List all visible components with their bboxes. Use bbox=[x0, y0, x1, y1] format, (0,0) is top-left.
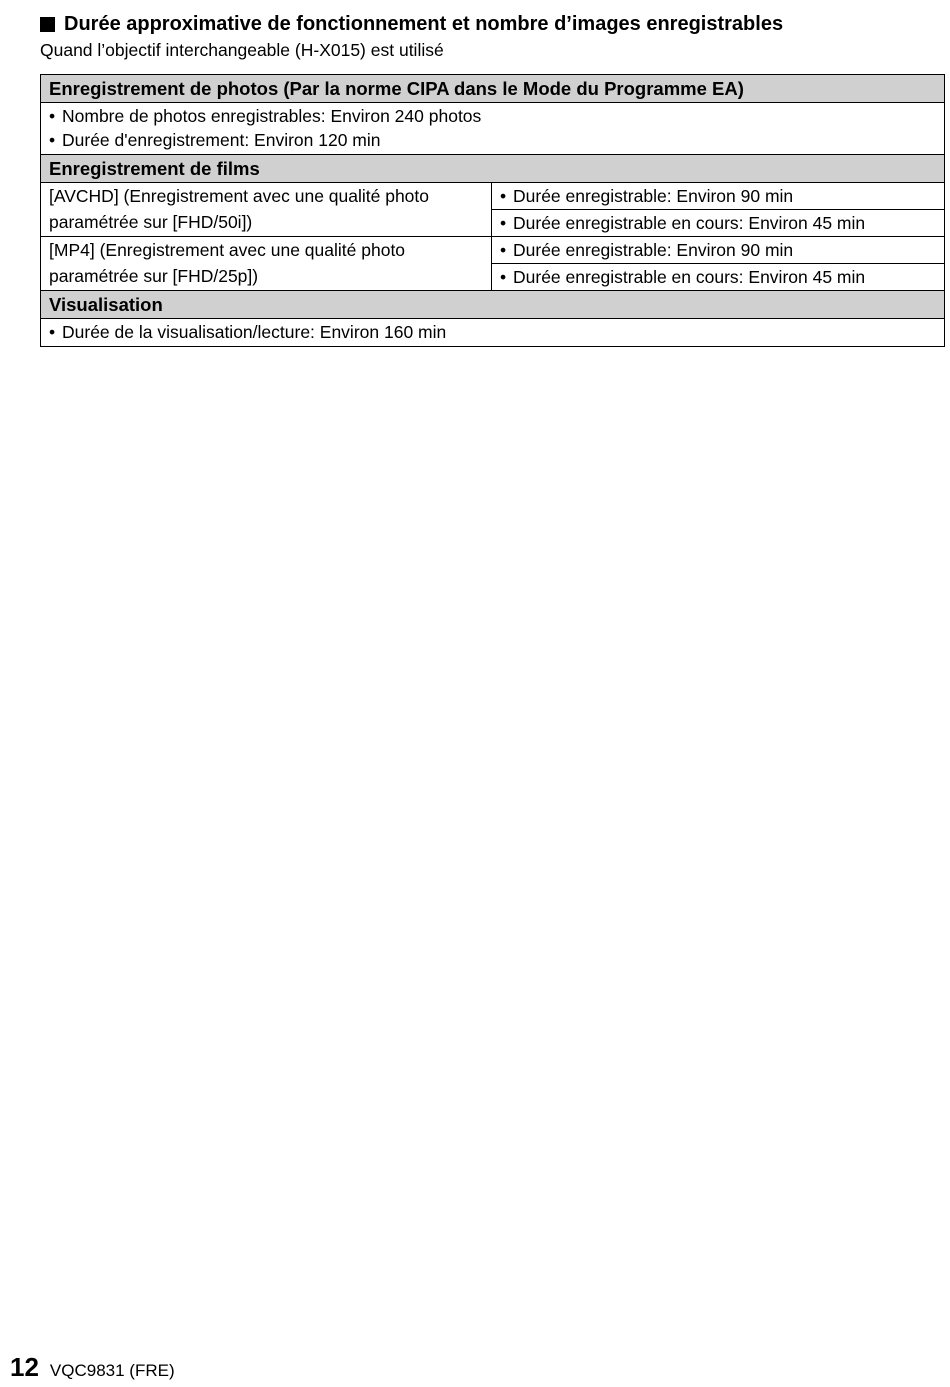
table-row bbox=[41, 103, 945, 155]
avchd-recordable-time bbox=[492, 183, 945, 210]
mp4-actual-time bbox=[492, 264, 945, 291]
document-code: VQC9831 (FRE) bbox=[49, 1361, 175, 1380]
films-header: Enregistrement de films bbox=[41, 155, 945, 183]
photos-duration-text: Durée d'enregistrement: Environ 120 min bbox=[62, 130, 381, 150]
recordable-time-text: Durée enregistrable: Environ 90 min bbox=[513, 186, 794, 206]
avchd-actual-time bbox=[492, 210, 945, 237]
bullet-icon: • bbox=[500, 267, 507, 287]
mode-label-line: [MP4] (Enregistrement avec une qualité photo bbox=[49, 240, 406, 260]
mp4-recordable-time bbox=[492, 237, 945, 264]
list-item bbox=[49, 320, 936, 344]
table-section-header bbox=[41, 155, 945, 183]
mp4-mode-label bbox=[41, 237, 492, 291]
bullet-icon: • bbox=[500, 213, 507, 233]
list-item bbox=[49, 104, 936, 128]
actual-time-text: Durée enregistrable en cours: Environ 45 min bbox=[513, 267, 866, 287]
table-section-header bbox=[41, 75, 945, 103]
list-item bbox=[49, 128, 936, 152]
table-row bbox=[41, 237, 945, 264]
mode-label-line: [AVCHD] (Enregistrement avec une qualité photo bbox=[49, 186, 430, 206]
page-footer bbox=[10, 1352, 175, 1383]
battery-spec-table bbox=[40, 74, 945, 347]
section-subtitle: Quand l’objectif interchangeable (H-X015) est utilisé bbox=[40, 40, 444, 60]
photos-header: Enregistrement de photos (Par la norme CIPA dans le Mode du Programme EA) bbox=[41, 75, 945, 103]
black-square-icon bbox=[40, 17, 55, 32]
bullet-icon: • bbox=[49, 106, 56, 126]
mode-label-line: paramétrée sur [FHD/25p]) bbox=[49, 266, 259, 286]
photos-count-text: Nombre de photos enregistrables: Environ 240 photos bbox=[62, 106, 482, 126]
table-section-header bbox=[41, 291, 945, 319]
table-row bbox=[41, 183, 945, 210]
avchd-mode-label bbox=[41, 183, 492, 237]
photos-items bbox=[41, 103, 945, 155]
bullet-icon: • bbox=[500, 186, 507, 206]
bullet-icon: • bbox=[49, 322, 56, 342]
section-title: Durée approximative de fonctionnement et nombre d’images enregistrables bbox=[64, 13, 784, 35]
bullet-icon: • bbox=[49, 130, 56, 150]
table-row bbox=[41, 319, 945, 347]
mode-label-line: paramétrée sur [FHD/50i]) bbox=[49, 212, 253, 232]
recordable-time-text: Durée enregistrable: Environ 90 min bbox=[513, 240, 794, 260]
playback-items bbox=[41, 319, 945, 347]
bullet-icon: • bbox=[500, 240, 507, 260]
page-number: 12 bbox=[10, 1352, 39, 1382]
actual-time-text: Durée enregistrable en cours: Environ 45 min bbox=[513, 213, 866, 233]
section-heading bbox=[40, 12, 783, 36]
playback-time-text: Durée de la visualisation/lecture: Environ 160 min bbox=[62, 322, 447, 342]
playback-header: Visualisation bbox=[41, 291, 945, 319]
